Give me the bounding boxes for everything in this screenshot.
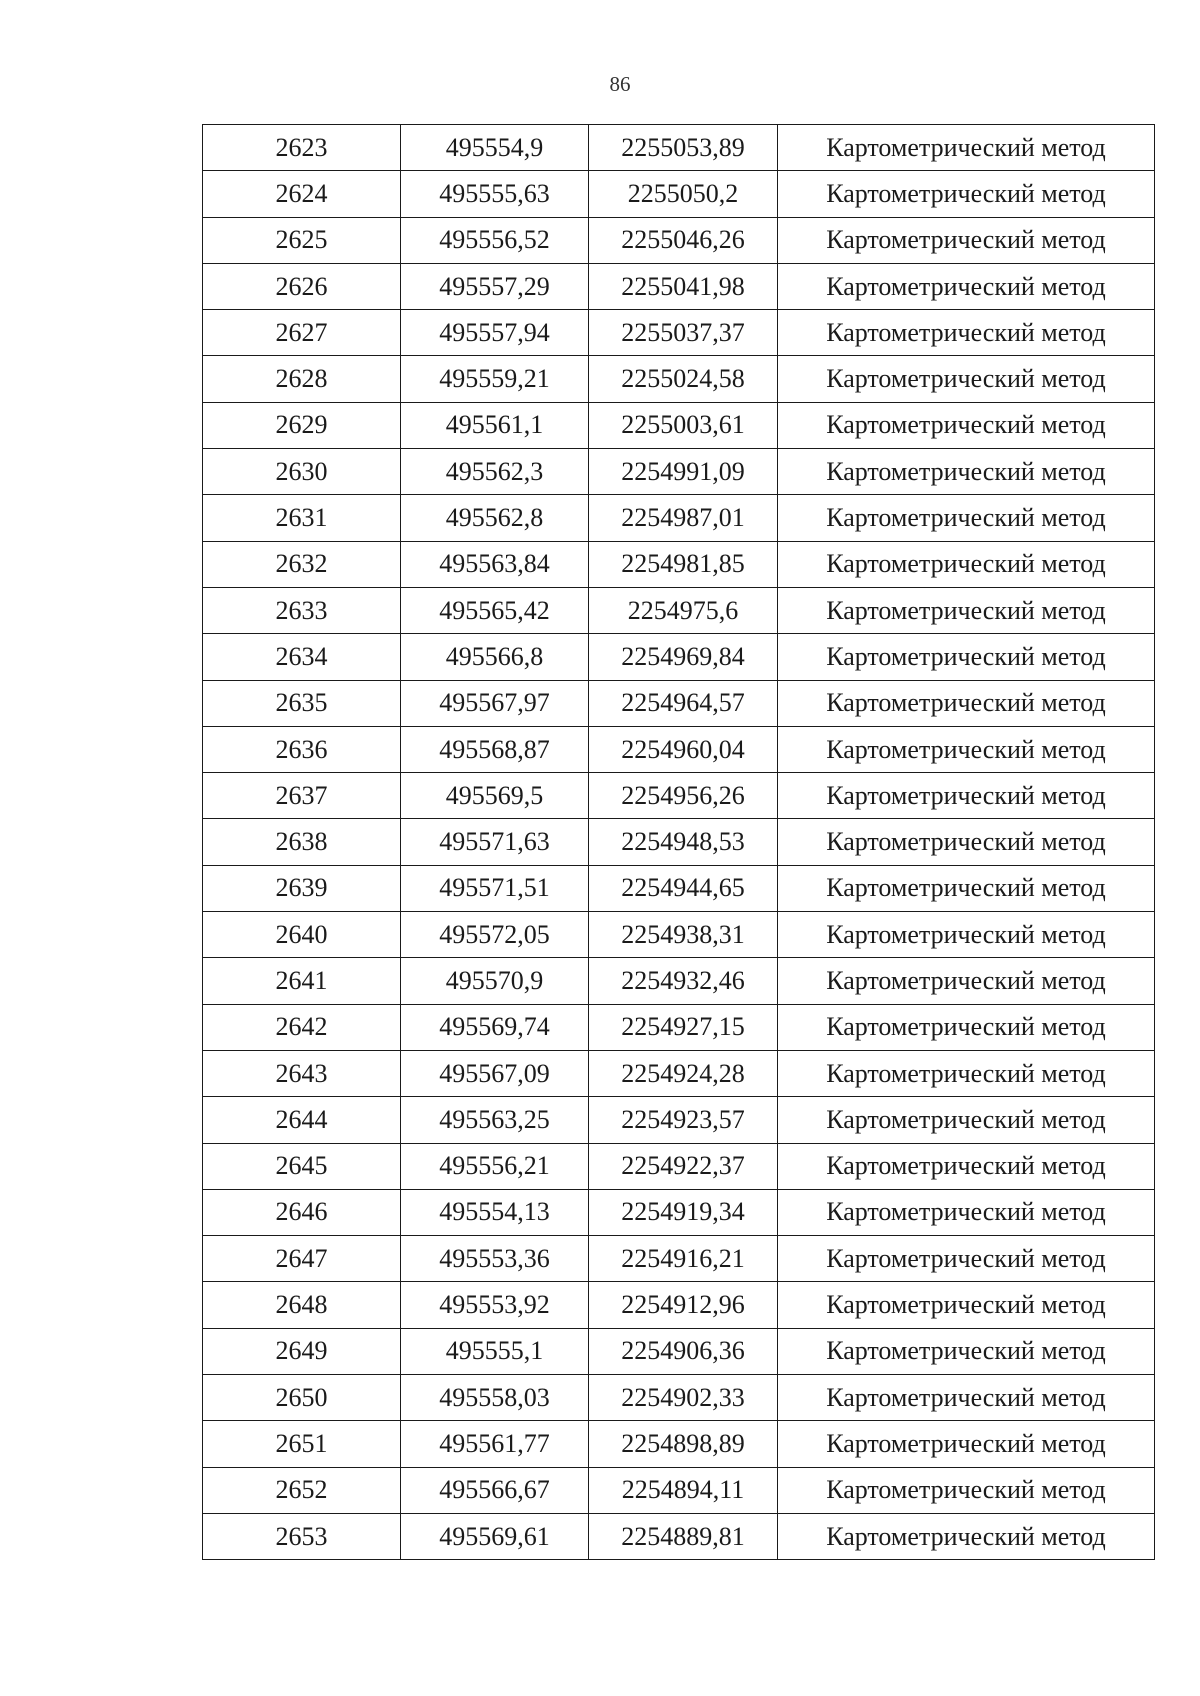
method-cell: Картометрический метод [778, 1467, 1155, 1513]
table-row [203, 356, 1155, 402]
method-cell: Картометрический метод [778, 634, 1155, 680]
point-number-cell: 2627 [203, 310, 401, 356]
y-coordinate-cell: 2254902,33 [589, 1375, 778, 1421]
x-coordinate-cell: 495572,05 [401, 912, 589, 958]
point-number-cell: 2626 [203, 263, 401, 309]
table-row [203, 1097, 1155, 1143]
method-cell: Картометрический метод [778, 541, 1155, 587]
x-coordinate-cell: 495556,52 [401, 217, 589, 263]
point-number-cell: 2651 [203, 1421, 401, 1467]
method-cell: Картометрический метод [778, 958, 1155, 1004]
method-cell: Картометрический метод [778, 773, 1155, 819]
y-coordinate-cell: 2255053,89 [589, 125, 778, 171]
x-coordinate-cell: 495557,29 [401, 263, 589, 309]
x-coordinate-cell: 495561,1 [401, 402, 589, 448]
y-coordinate-cell: 2254927,15 [589, 1004, 778, 1050]
point-number-cell: 2652 [203, 1467, 401, 1513]
y-coordinate-cell: 2254894,11 [589, 1467, 778, 1513]
point-number-cell: 2624 [203, 171, 401, 217]
method-cell: Картометрический метод [778, 680, 1155, 726]
x-coordinate-cell: 495562,8 [401, 495, 589, 541]
point-number-cell: 2645 [203, 1143, 401, 1189]
table-row [203, 819, 1155, 865]
x-coordinate-cell: 495562,3 [401, 449, 589, 495]
coordinates-table [202, 124, 1155, 1560]
x-coordinate-cell: 495570,9 [401, 958, 589, 1004]
table-row [203, 125, 1155, 171]
point-number-cell: 2634 [203, 634, 401, 680]
y-coordinate-cell: 2254948,53 [589, 819, 778, 865]
x-coordinate-cell: 495557,94 [401, 310, 589, 356]
method-cell: Картометрический метод [778, 912, 1155, 958]
table-row [203, 402, 1155, 448]
point-number-cell: 2629 [203, 402, 401, 448]
y-coordinate-cell: 2254964,57 [589, 680, 778, 726]
x-coordinate-cell: 495571,63 [401, 819, 589, 865]
point-number-cell: 2631 [203, 495, 401, 541]
method-cell: Картометрический метод [778, 495, 1155, 541]
y-coordinate-cell: 2254975,6 [589, 587, 778, 633]
x-coordinate-cell: 495563,84 [401, 541, 589, 587]
y-coordinate-cell: 2254924,28 [589, 1050, 778, 1096]
table-row [203, 495, 1155, 541]
point-number-cell: 2628 [203, 356, 401, 402]
point-number-cell: 2648 [203, 1282, 401, 1328]
table-row [203, 217, 1155, 263]
point-number-cell: 2643 [203, 1050, 401, 1096]
method-cell: Картометрический метод [778, 125, 1155, 171]
y-coordinate-cell: 2254923,57 [589, 1097, 778, 1143]
point-number-cell: 2635 [203, 680, 401, 726]
x-coordinate-cell: 495566,8 [401, 634, 589, 680]
point-number-cell: 2649 [203, 1328, 401, 1374]
table-row [203, 1467, 1155, 1513]
y-coordinate-cell: 2254991,09 [589, 449, 778, 495]
x-coordinate-cell: 495558,03 [401, 1375, 589, 1421]
method-cell: Картометрический метод [778, 402, 1155, 448]
method-cell: Картометрический метод [778, 356, 1155, 402]
point-number-cell: 2636 [203, 726, 401, 772]
table-row [203, 310, 1155, 356]
method-cell: Картометрический метод [778, 1236, 1155, 1282]
method-cell: Картометрический метод [778, 310, 1155, 356]
table-row [203, 865, 1155, 911]
y-coordinate-cell: 2254981,85 [589, 541, 778, 587]
y-coordinate-cell: 2254912,96 [589, 1282, 778, 1328]
y-coordinate-cell: 2255037,37 [589, 310, 778, 356]
y-coordinate-cell: 2254898,89 [589, 1421, 778, 1467]
x-coordinate-cell: 495559,21 [401, 356, 589, 402]
x-coordinate-cell: 495571,51 [401, 865, 589, 911]
point-number-cell: 2646 [203, 1189, 401, 1235]
y-coordinate-cell: 2254916,21 [589, 1236, 778, 1282]
point-number-cell: 2639 [203, 865, 401, 911]
table-row [203, 1050, 1155, 1096]
table-row [203, 958, 1155, 1004]
method-cell: Картометрический метод [778, 726, 1155, 772]
method-cell: Картометрический метод [778, 1328, 1155, 1374]
x-coordinate-cell: 495569,74 [401, 1004, 589, 1050]
table-row [203, 171, 1155, 217]
method-cell: Картометрический метод [778, 171, 1155, 217]
method-cell: Картометрический метод [778, 865, 1155, 911]
point-number-cell: 2641 [203, 958, 401, 1004]
x-coordinate-cell: 495553,36 [401, 1236, 589, 1282]
method-cell: Картометрический метод [778, 1050, 1155, 1096]
x-coordinate-cell: 495556,21 [401, 1143, 589, 1189]
method-cell: Картометрический метод [778, 1375, 1155, 1421]
point-number-cell: 2638 [203, 819, 401, 865]
x-coordinate-cell: 495553,92 [401, 1282, 589, 1328]
table-row [203, 1375, 1155, 1421]
x-coordinate-cell: 495567,09 [401, 1050, 589, 1096]
table-row [203, 773, 1155, 819]
point-number-cell: 2640 [203, 912, 401, 958]
table-row [203, 1143, 1155, 1189]
point-number-cell: 2653 [203, 1513, 401, 1559]
table-row [203, 726, 1155, 772]
point-number-cell: 2647 [203, 1236, 401, 1282]
x-coordinate-cell: 495566,67 [401, 1467, 589, 1513]
x-coordinate-cell: 495555,1 [401, 1328, 589, 1374]
point-number-cell: 2650 [203, 1375, 401, 1421]
method-cell: Картометрический метод [778, 217, 1155, 263]
x-coordinate-cell: 495555,63 [401, 171, 589, 217]
table-row [203, 912, 1155, 958]
point-number-cell: 2625 [203, 217, 401, 263]
y-coordinate-cell: 2254969,84 [589, 634, 778, 680]
y-coordinate-cell: 2254938,31 [589, 912, 778, 958]
method-cell: Картометрический метод [778, 1097, 1155, 1143]
point-number-cell: 2633 [203, 587, 401, 633]
x-coordinate-cell: 495554,13 [401, 1189, 589, 1235]
y-coordinate-cell: 2255024,58 [589, 356, 778, 402]
table-row [203, 263, 1155, 309]
y-coordinate-cell: 2255041,98 [589, 263, 778, 309]
table-row [203, 449, 1155, 495]
x-coordinate-cell: 495563,25 [401, 1097, 589, 1143]
method-cell: Картометрический метод [778, 1421, 1155, 1467]
table-row [203, 634, 1155, 680]
y-coordinate-cell: 2254922,37 [589, 1143, 778, 1189]
page-number: 86 [609, 72, 631, 96]
point-number-cell: 2642 [203, 1004, 401, 1050]
method-cell: Картометрический метод [778, 819, 1155, 865]
x-coordinate-cell: 495554,9 [401, 125, 589, 171]
y-coordinate-cell: 2255003,61 [589, 402, 778, 448]
table-row [203, 680, 1155, 726]
y-coordinate-cell: 2254944,65 [589, 865, 778, 911]
method-cell: Картометрический метод [778, 587, 1155, 633]
method-cell: Картометрический метод [778, 1513, 1155, 1559]
table-body [203, 125, 1155, 1560]
method-cell: Картометрический метод [778, 1282, 1155, 1328]
point-number-cell: 2637 [203, 773, 401, 819]
x-coordinate-cell: 495567,97 [401, 680, 589, 726]
table-row [203, 1421, 1155, 1467]
point-number-cell: 2630 [203, 449, 401, 495]
x-coordinate-cell: 495568,87 [401, 726, 589, 772]
x-coordinate-cell: 495569,61 [401, 1513, 589, 1559]
method-cell: Картометрический метод [778, 449, 1155, 495]
y-coordinate-cell: 2255050,2 [589, 171, 778, 217]
table-row [203, 1328, 1155, 1374]
table-row [203, 1513, 1155, 1559]
y-coordinate-cell: 2255046,26 [589, 217, 778, 263]
point-number-cell: 2632 [203, 541, 401, 587]
method-cell: Картометрический метод [778, 1143, 1155, 1189]
y-coordinate-cell: 2254960,04 [589, 726, 778, 772]
x-coordinate-cell: 495561,77 [401, 1421, 589, 1467]
table-row [203, 1236, 1155, 1282]
table-row [203, 1282, 1155, 1328]
y-coordinate-cell: 2254932,46 [589, 958, 778, 1004]
y-coordinate-cell: 2254956,26 [589, 773, 778, 819]
method-cell: Картометрический метод [778, 263, 1155, 309]
table-row [203, 1004, 1155, 1050]
y-coordinate-cell: 2254906,36 [589, 1328, 778, 1374]
table-row [203, 587, 1155, 633]
table-row [203, 1189, 1155, 1235]
point-number-cell: 2623 [203, 125, 401, 171]
y-coordinate-cell: 2254987,01 [589, 495, 778, 541]
x-coordinate-cell: 495569,5 [401, 773, 589, 819]
point-number-cell: 2644 [203, 1097, 401, 1143]
method-cell: Картометрический метод [778, 1189, 1155, 1235]
x-coordinate-cell: 495565,42 [401, 587, 589, 633]
method-cell: Картометрический метод [778, 1004, 1155, 1050]
table-row [203, 541, 1155, 587]
y-coordinate-cell: 2254919,34 [589, 1189, 778, 1235]
y-coordinate-cell: 2254889,81 [589, 1513, 778, 1559]
